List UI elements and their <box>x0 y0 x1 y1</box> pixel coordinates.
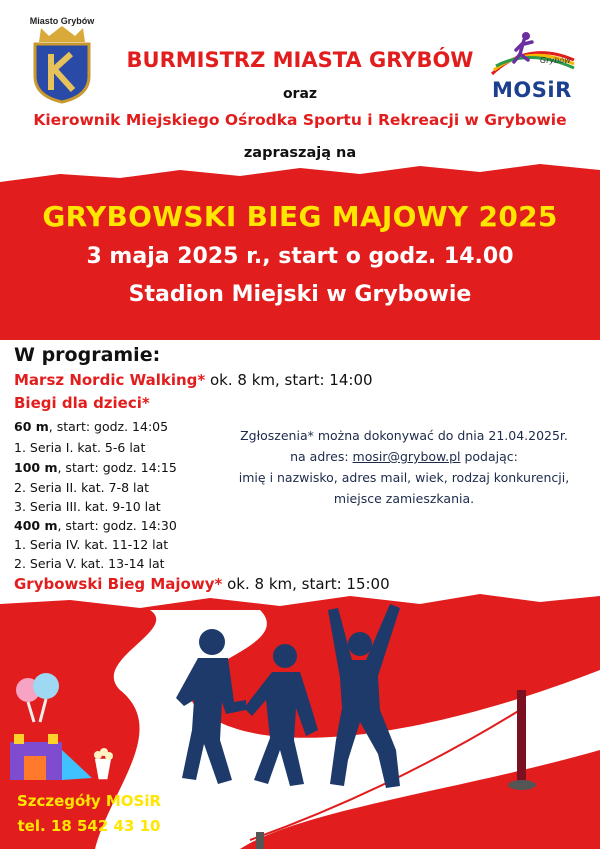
contact-details <box>14 789 164 839</box>
details-label: Szczegóły MOSiR <box>16 792 162 810</box>
header-and: oraz <box>282 86 318 102</box>
program-heading: W programie: <box>14 344 161 366</box>
main-run-details: ok. 8 km, start: 15:00 <box>222 575 390 593</box>
nordic-name: Marsz Nordic Walking* <box>14 371 206 389</box>
header-invite: zapraszają na <box>243 145 357 161</box>
kids-line: 1. Seria IV. kat. 11-12 lat <box>14 537 169 552</box>
kids-line: 2. Seria II. kat. 7-8 lat <box>14 480 150 495</box>
kids-heading: Biegi dla dzieci* <box>14 394 150 412</box>
mosir-logo <box>488 30 578 102</box>
mosir-city-label: Grybów <box>540 56 571 65</box>
kids-line: 100 m, start: godz. 14:15 <box>14 460 177 475</box>
event-place: Stadion Miejski w Grybowie <box>128 282 472 307</box>
finish-post <box>517 690 526 785</box>
main-run-name: Grybowski Bieg Majowy* <box>14 575 223 593</box>
registration-info: Zgłoszenia* można dokonywać do dnia 21.04.2025r. na adres: mosir@grybow.pl podając: imię i nazwisko, adres mail, wiek, rodzaj konkurencji, miejsce zamieszkania. <box>238 428 570 506</box>
kids-line: 400 m, start: godz. 14:30 <box>14 518 177 533</box>
kids-line: 1. Seria I. kat. 5-6 lat <box>14 440 146 455</box>
program-nordic <box>14 371 373 389</box>
header-mayor: BURMISTRZ MIASTA GRYBÓW <box>126 48 474 72</box>
kids-line: 60 m, start: godz. 14:05 <box>14 419 169 434</box>
crest-label: Miasto Grybów <box>29 16 95 26</box>
kids-line: 2. Seria V. kat. 13-14 lat <box>14 556 165 571</box>
event-title: GRYBOWSKI BIEG MAJOWY 2025 <box>42 200 558 233</box>
nordic-details: ok. 8 km, start: 14:00 <box>205 371 373 389</box>
registration-email-link[interactable]: mosir@grybow.pl <box>352 449 461 464</box>
event-date: 3 maja 2025 r., start o godz. 14.00 <box>86 244 514 269</box>
mosir-logo-text: MOSiR <box>492 78 572 102</box>
kids-line: 3. Seria III. kat. 9-10 lat <box>14 499 161 514</box>
header-mosir-manager: Kierownik Miejskiego Ośrodka Sportu i Rekreacji w Grybowie <box>33 111 567 129</box>
mosir-runner-logo-icon <box>488 30 578 78</box>
details-phone[interactable]: tel. 18 542 43 10 <box>17 817 161 835</box>
